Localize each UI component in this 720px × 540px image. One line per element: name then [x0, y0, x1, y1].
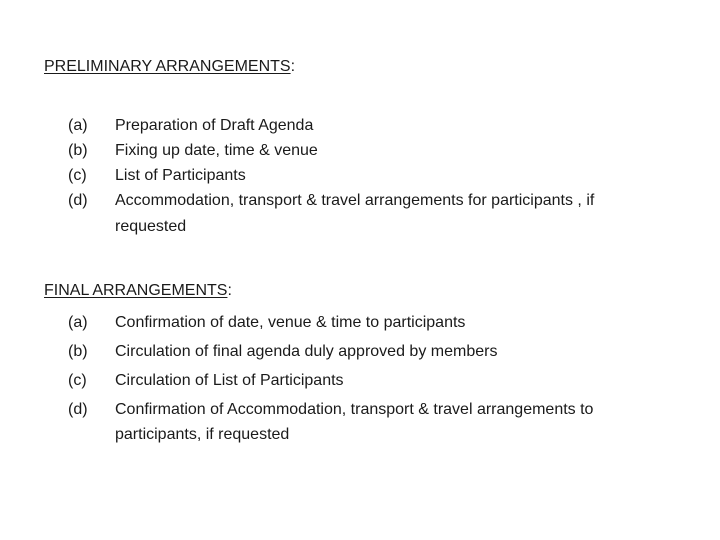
- final-heading-colon: :: [227, 282, 232, 299]
- item-text: Fixing up date, time & venue: [115, 142, 318, 159]
- final-list: [68, 308, 708, 446]
- preliminary-heading-colon: :: [290, 58, 296, 75]
- item-text-block: [115, 188, 708, 241]
- item-text: Preparation of Draft Agenda: [115, 117, 314, 134]
- item-label: (b): [68, 343, 88, 360]
- list-item: [68, 138, 708, 163]
- list-item: [68, 113, 708, 138]
- item-text: Accommodation, transport & travel arrangements for participants , if: [115, 192, 595, 209]
- item-text-block: [115, 395, 708, 446]
- preliminary-list: [68, 113, 708, 241]
- final-heading-text: FINAL ARRANGEMENTS: [44, 282, 228, 299]
- item-label: (d): [68, 401, 88, 418]
- item-label: (c): [68, 372, 87, 389]
- item-text: Confirmation of Accommodation, transport & travel arrangements to: [115, 401, 594, 418]
- list-item: [68, 366, 708, 395]
- final-heading: [44, 281, 232, 301]
- item-text: Circulation of List of Participants: [115, 372, 344, 389]
- preliminary-heading-text: PRELIMINARY ARRANGEMENTS: [44, 58, 291, 75]
- item-text-continuation: participants, if requested: [115, 426, 290, 443]
- item-label: (d): [68, 192, 88, 209]
- preliminary-heading: [44, 57, 295, 77]
- item-label: (a): [68, 314, 88, 331]
- item-label: (b): [68, 142, 88, 159]
- list-item: [68, 337, 708, 366]
- item-text-continuation: requested: [115, 218, 187, 235]
- item-text: Circulation of final agenda duly approved by members: [115, 343, 498, 360]
- item-text: List of Participants: [115, 167, 246, 184]
- item-label: (a): [68, 117, 88, 134]
- list-item: [68, 308, 708, 337]
- list-item: [68, 163, 708, 188]
- list-item: [68, 188, 708, 241]
- item-label: (c): [68, 167, 87, 184]
- list-item: [68, 395, 708, 446]
- item-text: Confirmation of date, venue & time to participants: [115, 314, 466, 331]
